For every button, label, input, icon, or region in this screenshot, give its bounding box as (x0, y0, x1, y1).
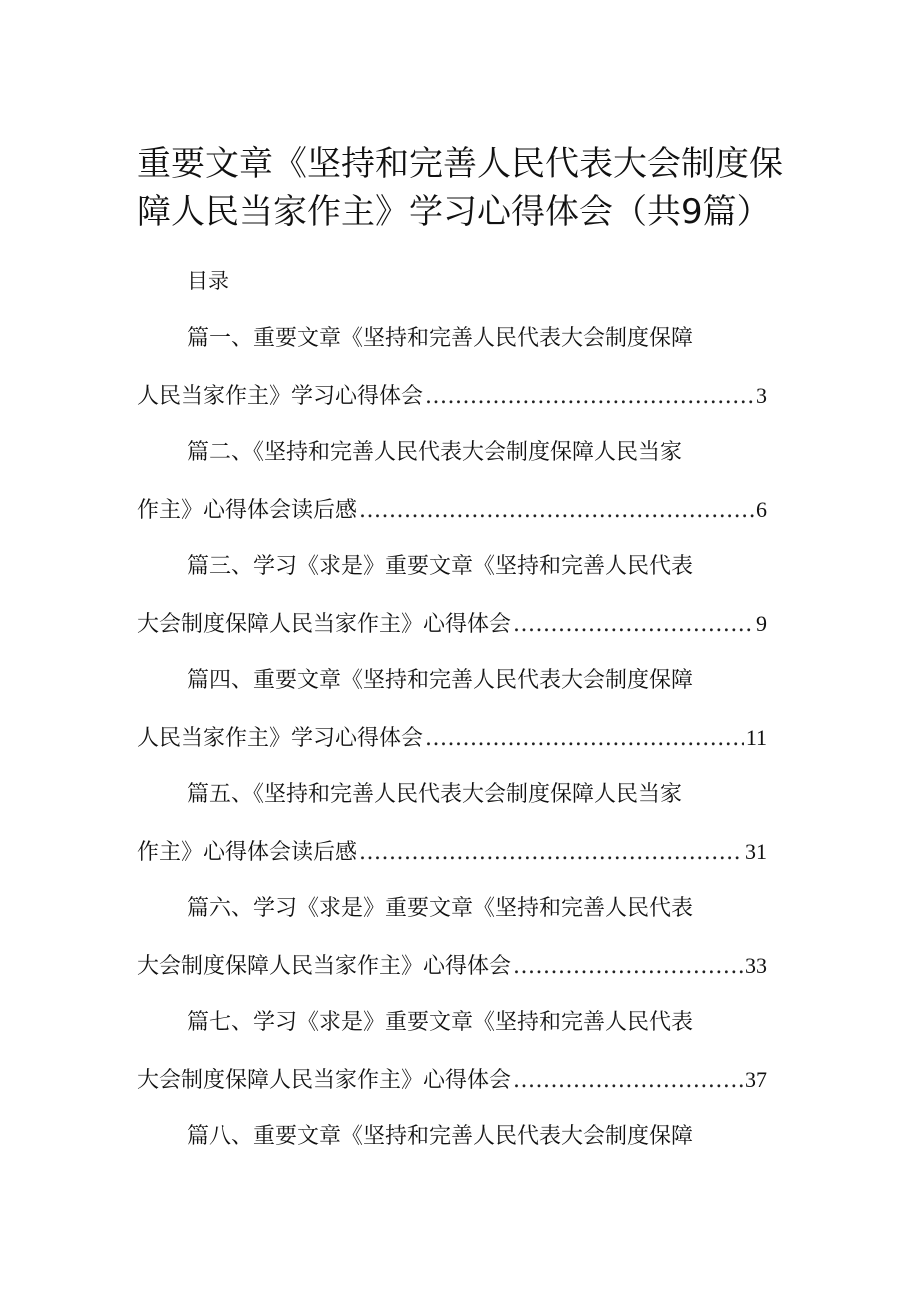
toc-page-number: 9 (756, 611, 767, 636)
toc-entry-text: 作主》心得体会读后感 (137, 840, 358, 865)
toc-entry-line2[interactable] (137, 379, 767, 413)
toc-entry-line2[interactable] (137, 1063, 767, 1097)
toc-page-number: 33 (745, 953, 767, 978)
toc-entry-line1[interactable]: 篇七、学习《求是》重要文章《坚持和完善人民代表 (187, 1010, 694, 1035)
toc-entry-line2[interactable] (137, 949, 767, 983)
toc-page-number: 37 (745, 1067, 767, 1092)
dot-leader (425, 380, 754, 414)
toc-entry-text: 大会制度保障人民当家作主》心得体会 (137, 612, 512, 637)
dot-leader (359, 836, 743, 870)
toc-page-number: 11 (745, 725, 767, 750)
dot-leader (513, 950, 743, 984)
dot-leader (513, 1064, 743, 1098)
toc-entry-text: 大会制度保障人民当家作主》心得体会 (137, 1068, 512, 1093)
dot-leader (359, 494, 754, 528)
toc-entry-line1[interactable]: 篇一、重要文章《坚持和完善人民代表大会制度保障 (187, 326, 694, 351)
toc-entry-line1[interactable]: 篇二、《坚持和完善人民代表大会制度保障人民当家 (187, 440, 683, 465)
toc-page-number: 31 (745, 839, 767, 864)
toc-entry-line1[interactable]: 篇三、学习《求是》重要文章《坚持和完善人民代表 (187, 554, 694, 579)
toc-page-number: 6 (756, 497, 767, 522)
toc-entry-line1[interactable]: 篇四、重要文章《坚持和完善人民代表大会制度保障 (187, 668, 694, 693)
dot-leader (425, 722, 744, 756)
toc-entry-line1[interactable]: 篇六、学习《求是》重要文章《坚持和完善人民代表 (187, 896, 694, 921)
toc-entry-text: 人民当家作主》学习心得体会 (137, 384, 424, 409)
toc-entry-line2[interactable] (137, 493, 767, 527)
toc-entry-line2[interactable] (137, 835, 767, 869)
toc-entry-line2[interactable] (137, 721, 767, 755)
toc-entry-text: 大会制度保障人民当家作主》心得体会 (137, 954, 512, 979)
toc-entry-text: 作主》心得体会读后感 (137, 498, 358, 523)
toc-heading: 目录 (187, 269, 229, 293)
dot-leader (513, 608, 754, 642)
toc-entry-line1[interactable]: 篇五、《坚持和完善人民代表大会制度保障人民当家 (187, 782, 683, 807)
toc-entry-text: 人民当家作主》学习心得体会 (137, 726, 424, 751)
toc-entry-line2[interactable] (137, 607, 767, 641)
toc-page-number: 3 (756, 383, 767, 408)
toc-entry-line1[interactable]: 篇八、重要文章《坚持和完善人民代表大会制度保障 (187, 1124, 694, 1149)
document-title: 重要文章《坚持和完善人民代表大会制度保障人民当家作主》学习心得体会（共9篇） (137, 144, 783, 232)
